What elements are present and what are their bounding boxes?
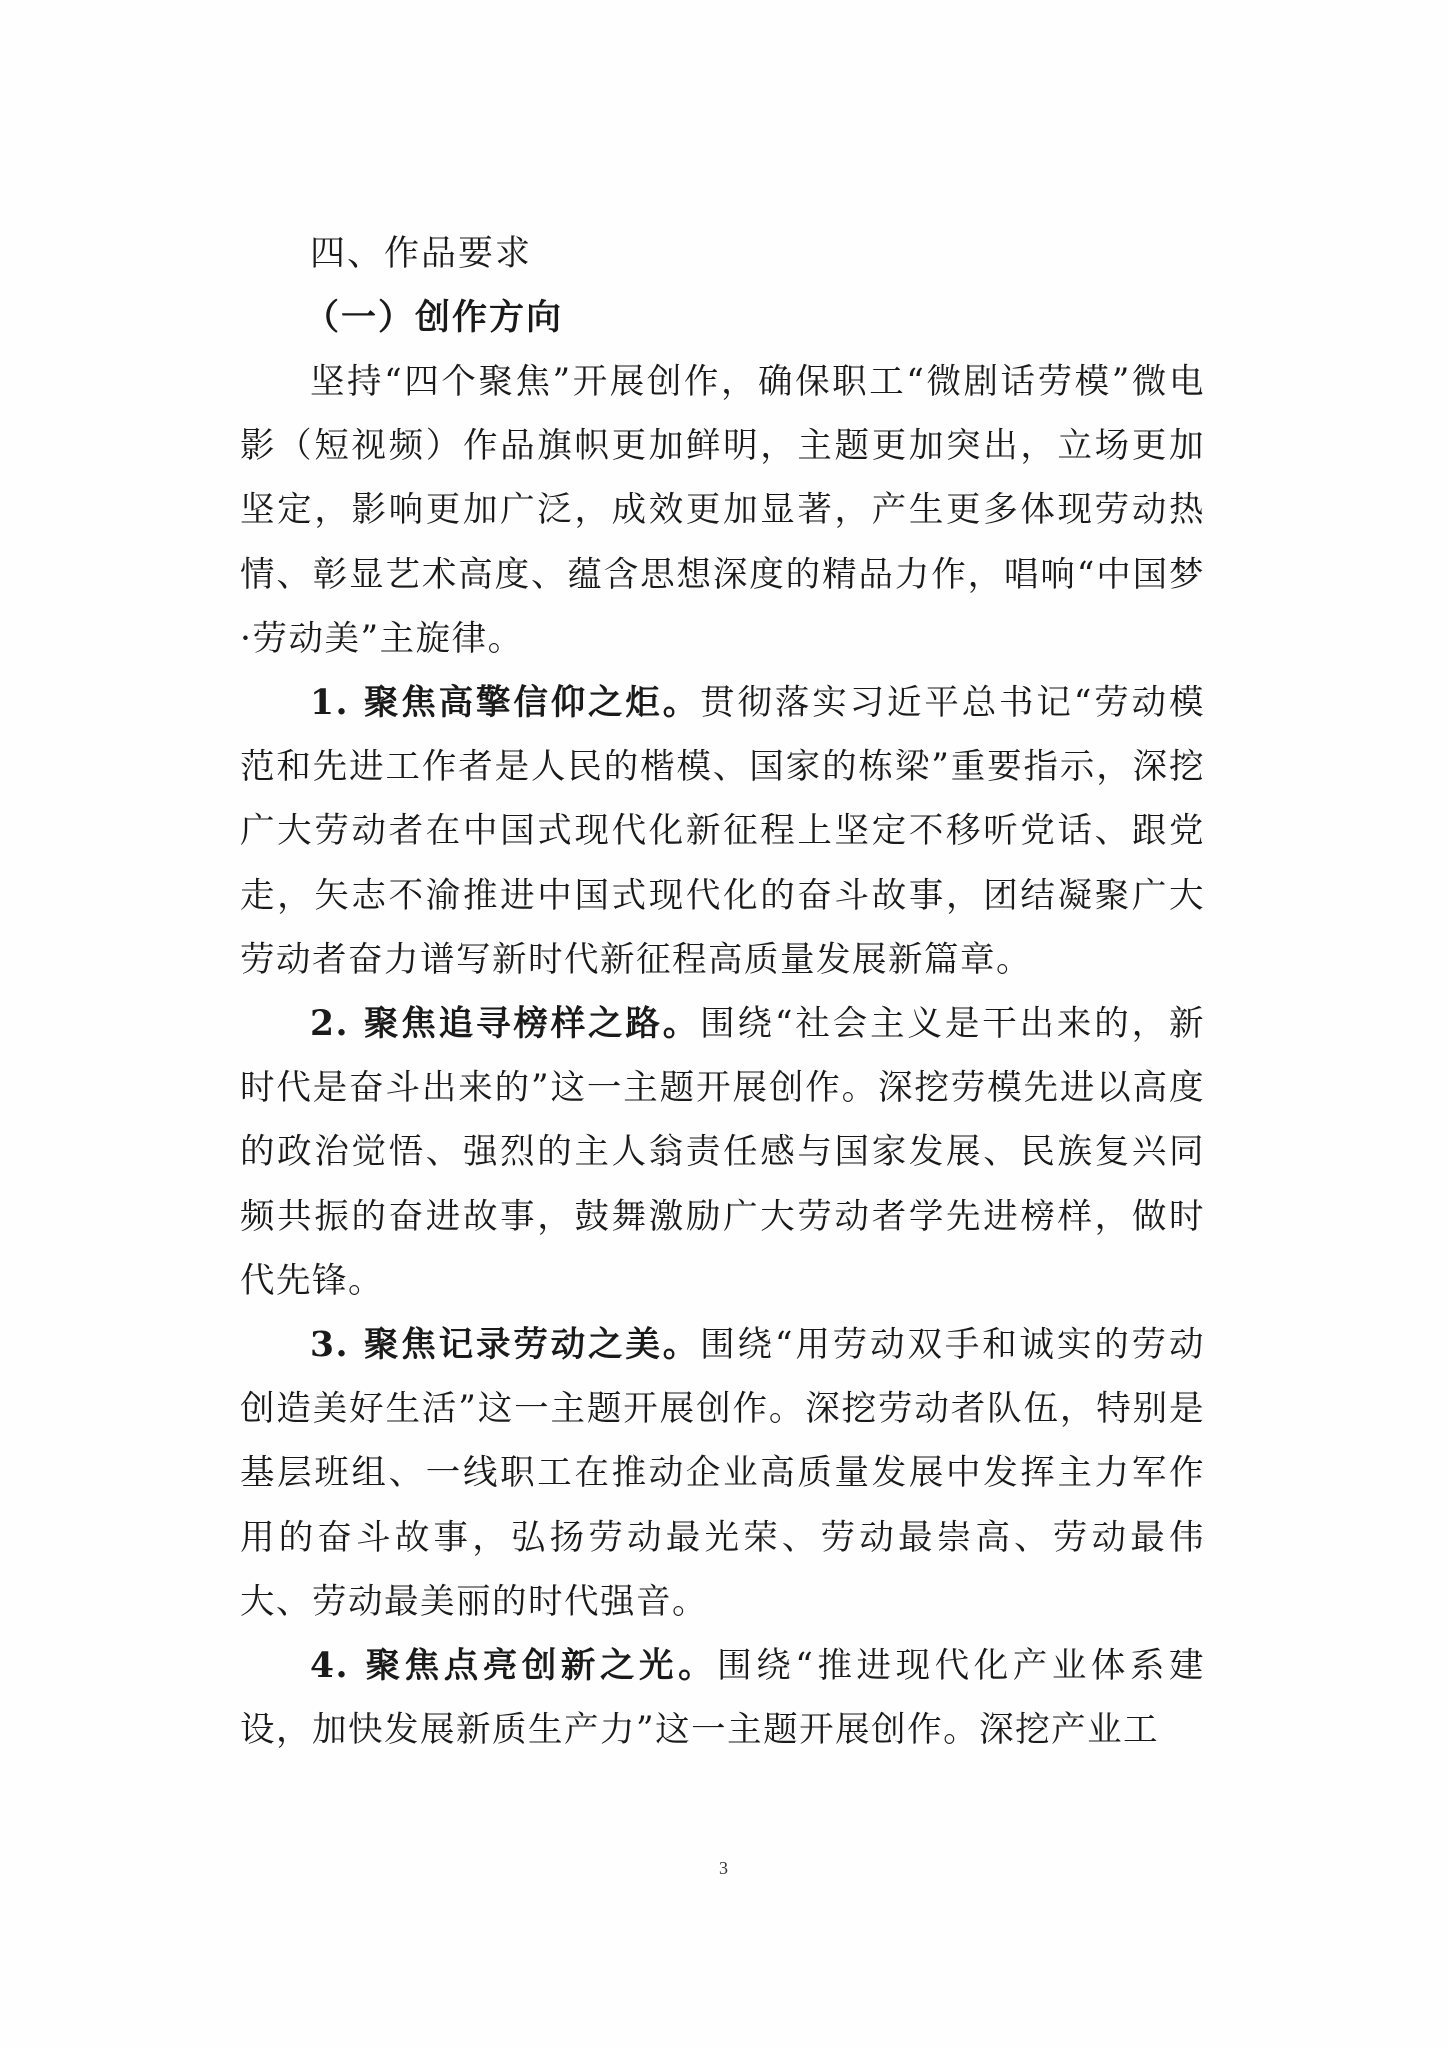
- section-heading: 四、作品要求: [310, 234, 533, 274]
- item-paragraph-3: [240, 1313, 1205, 1634]
- item-paragraph-1: [240, 671, 1205, 992]
- document-body: [240, 222, 1205, 1762]
- item-body-2: 围绕“社会主义是干出来的，新时代是奋斗出来的”这一主题开展创作。深挖劳模先进以高度的政治觉悟、强烈的主人翁责任感与国家发展、民族复兴同频共振的奋进故事，鼓舞激励广大劳动者学先进榜样，做时代先锋。: [240, 1004, 1205, 1301]
- subsection-heading: （一）创作方向: [304, 297, 564, 338]
- item-heading-1: 1. 聚焦高擎信仰之炬。: [310, 683, 701, 724]
- item-paragraph-2: [240, 992, 1205, 1313]
- item-body-1: 贯彻落实习近平总书记“劳动模范和先进工作者是人民的楷模、国家的栋梁”重要指示，深挖广大劳动者在中国式现代化新征程上坚定不移听党话、跟党走，矢志不渝推进中国式现代化的奋斗故事，团结凝聚广大劳动者奋力谱写新时代新征程高质量发展新篇章。: [240, 683, 1205, 980]
- item-heading-4: 4. 聚焦点亮创新之光。: [310, 1646, 718, 1687]
- item-heading-2: 2. 聚焦追寻榜样之路。: [310, 1004, 701, 1045]
- intro-paragraph: 坚持“四个聚焦”开展创作，确保职工“微剧话劳模”微电影（短视频）作品旗帜更加鲜明，主题更加突出，立场更加坚定，影响更加广泛，成效更加显著，产生更多体现劳动热情、彰显艺术高度、蕴含思想深度的精品力作，唱响“中国梦·劳动美”主旋律。: [240, 362, 1205, 659]
- page-number: 3: [719, 1858, 728, 1878]
- item-paragraph-4: [240, 1634, 1205, 1762]
- item-body-4: 围绕“推进现代化产业体系建设，加快发展新质生产力”这一主题开展创作。深挖产业工: [240, 1646, 1206, 1751]
- item-heading-3: 3. 聚焦记录劳动之美。: [310, 1325, 701, 1366]
- item-body-3: 围绕“用劳动双手和诚实的劳动创造美好生活”这一主题开展创作。深挖劳动者队伍，特别是基层班组、一线职工在推动企业高质量发展中发挥主力军作用的奋斗故事，弘扬劳动最光荣、劳动最崇高、劳动最伟大、劳动最美丽的时代强音。: [240, 1325, 1205, 1622]
